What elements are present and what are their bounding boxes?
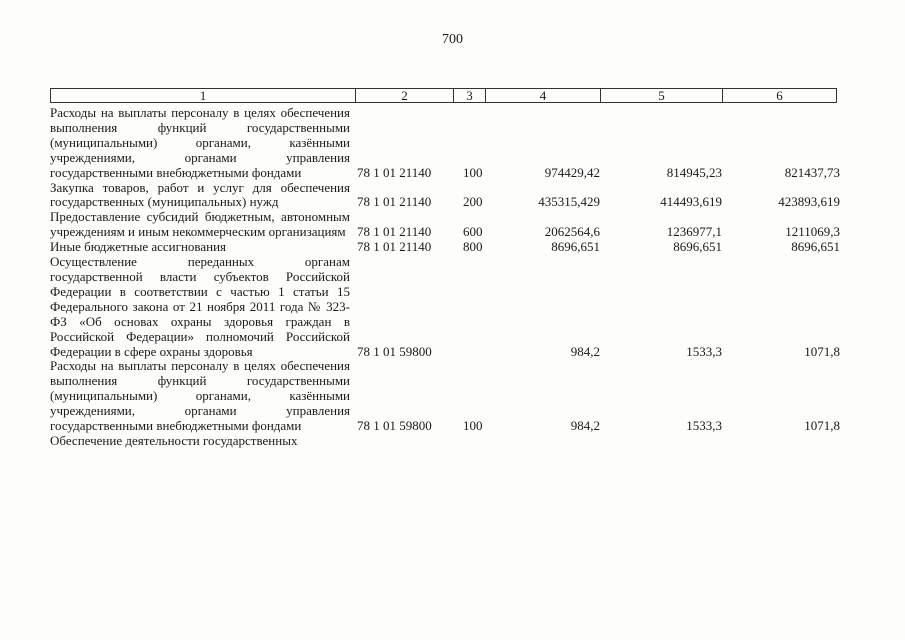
row-value-4: 2062564,6	[544, 224, 600, 240]
row-name: Расходы на выплаты персоналу в целях обеспечения выполнения функций государственными (муниципальными) органами, казёнными учреждениями, органами управления государственными внебюджетными фондами	[50, 358, 350, 434]
row-name: Иные бюджетные ассигнования	[50, 239, 227, 255]
row-value-4: 984,2	[570, 343, 600, 359]
row-type: 100	[463, 164, 483, 180]
row-name: Закупка товаров, работ и услуг для обеспечения государственных (муниципальных) нужд	[50, 179, 350, 210]
table-row	[50, 106, 840, 181]
row-value-6: 1071,8	[804, 343, 840, 359]
row-code: 78 1 01 21140	[357, 164, 432, 180]
row-name: Предоставление субсидий бюджетным, автономным учреждениям и иным некоммерческим организациям	[50, 209, 350, 240]
row-type: 800	[463, 239, 483, 255]
table-row	[50, 434, 840, 449]
row-value-5: 1236977,1	[666, 224, 722, 240]
table-row	[50, 240, 840, 255]
page-number: 700	[442, 32, 463, 47]
row-code: 78 1 01 21140	[357, 224, 432, 240]
row-code: 78 1 01 59800	[357, 343, 432, 359]
row-type: 100	[463, 418, 483, 434]
row-value-5: 414493,619	[660, 194, 722, 210]
row-value-5: 1533,3	[686, 418, 722, 434]
row-type: 600	[463, 224, 483, 240]
row-value-4: 984,2	[570, 418, 600, 434]
row-value-6: 423893,619	[778, 194, 840, 210]
table-row	[50, 255, 840, 359]
header-col-3: 3	[454, 89, 486, 102]
header-col-6: 6	[776, 88, 783, 103]
table-row	[50, 210, 840, 240]
row-value-6: 1071,8	[804, 418, 840, 434]
row-value-6: 821437,73	[784, 164, 840, 180]
row-code: 78 1 01 21140	[357, 194, 432, 210]
table-body	[50, 106, 840, 449]
row-value-6: 8696,651	[791, 239, 840, 255]
row-value-4: 8696,651	[551, 239, 600, 255]
row-name: Осуществление переданных органам государственной власти субъектов Российской Федерации в соответствии с частью 1 статьи 15 Федерального закона от 21 ноября 2011 года № 323-ФЗ «Об основах охраны здоровья граждан в Российской Федерации» полномочий Российской Федерации в сфере охраны здоровья	[50, 254, 350, 359]
row-value-5: 814945,23	[666, 164, 722, 180]
row-type: 200	[463, 194, 483, 210]
row-value-5: 1533,3	[686, 343, 722, 359]
row-code: 78 1 01 21140	[357, 239, 432, 255]
header-col-1: 1	[51, 89, 356, 102]
table-row	[50, 181, 840, 211]
row-value-4: 435315,429	[538, 194, 600, 210]
row-value-4: 974429,42	[544, 164, 600, 180]
row-value-6: 1211069,3	[785, 224, 840, 240]
row-name: Расходы на выплаты персоналу в целях обеспечения выполнения функций государственными (муниципальными) органами, казёнными учреждениями, органами управления государственными внебюджетными фондами	[50, 105, 350, 180]
table-row	[50, 359, 840, 434]
header-col-4: 4	[486, 89, 601, 102]
header-col-5: 5	[601, 89, 723, 102]
header-col-2: 2	[356, 89, 454, 102]
row-code: 78 1 01 59800	[357, 418, 432, 434]
row-name: Обеспечение деятельности государственных	[50, 432, 298, 448]
table-header	[50, 88, 837, 103]
row-value-5: 8696,651	[673, 239, 722, 255]
